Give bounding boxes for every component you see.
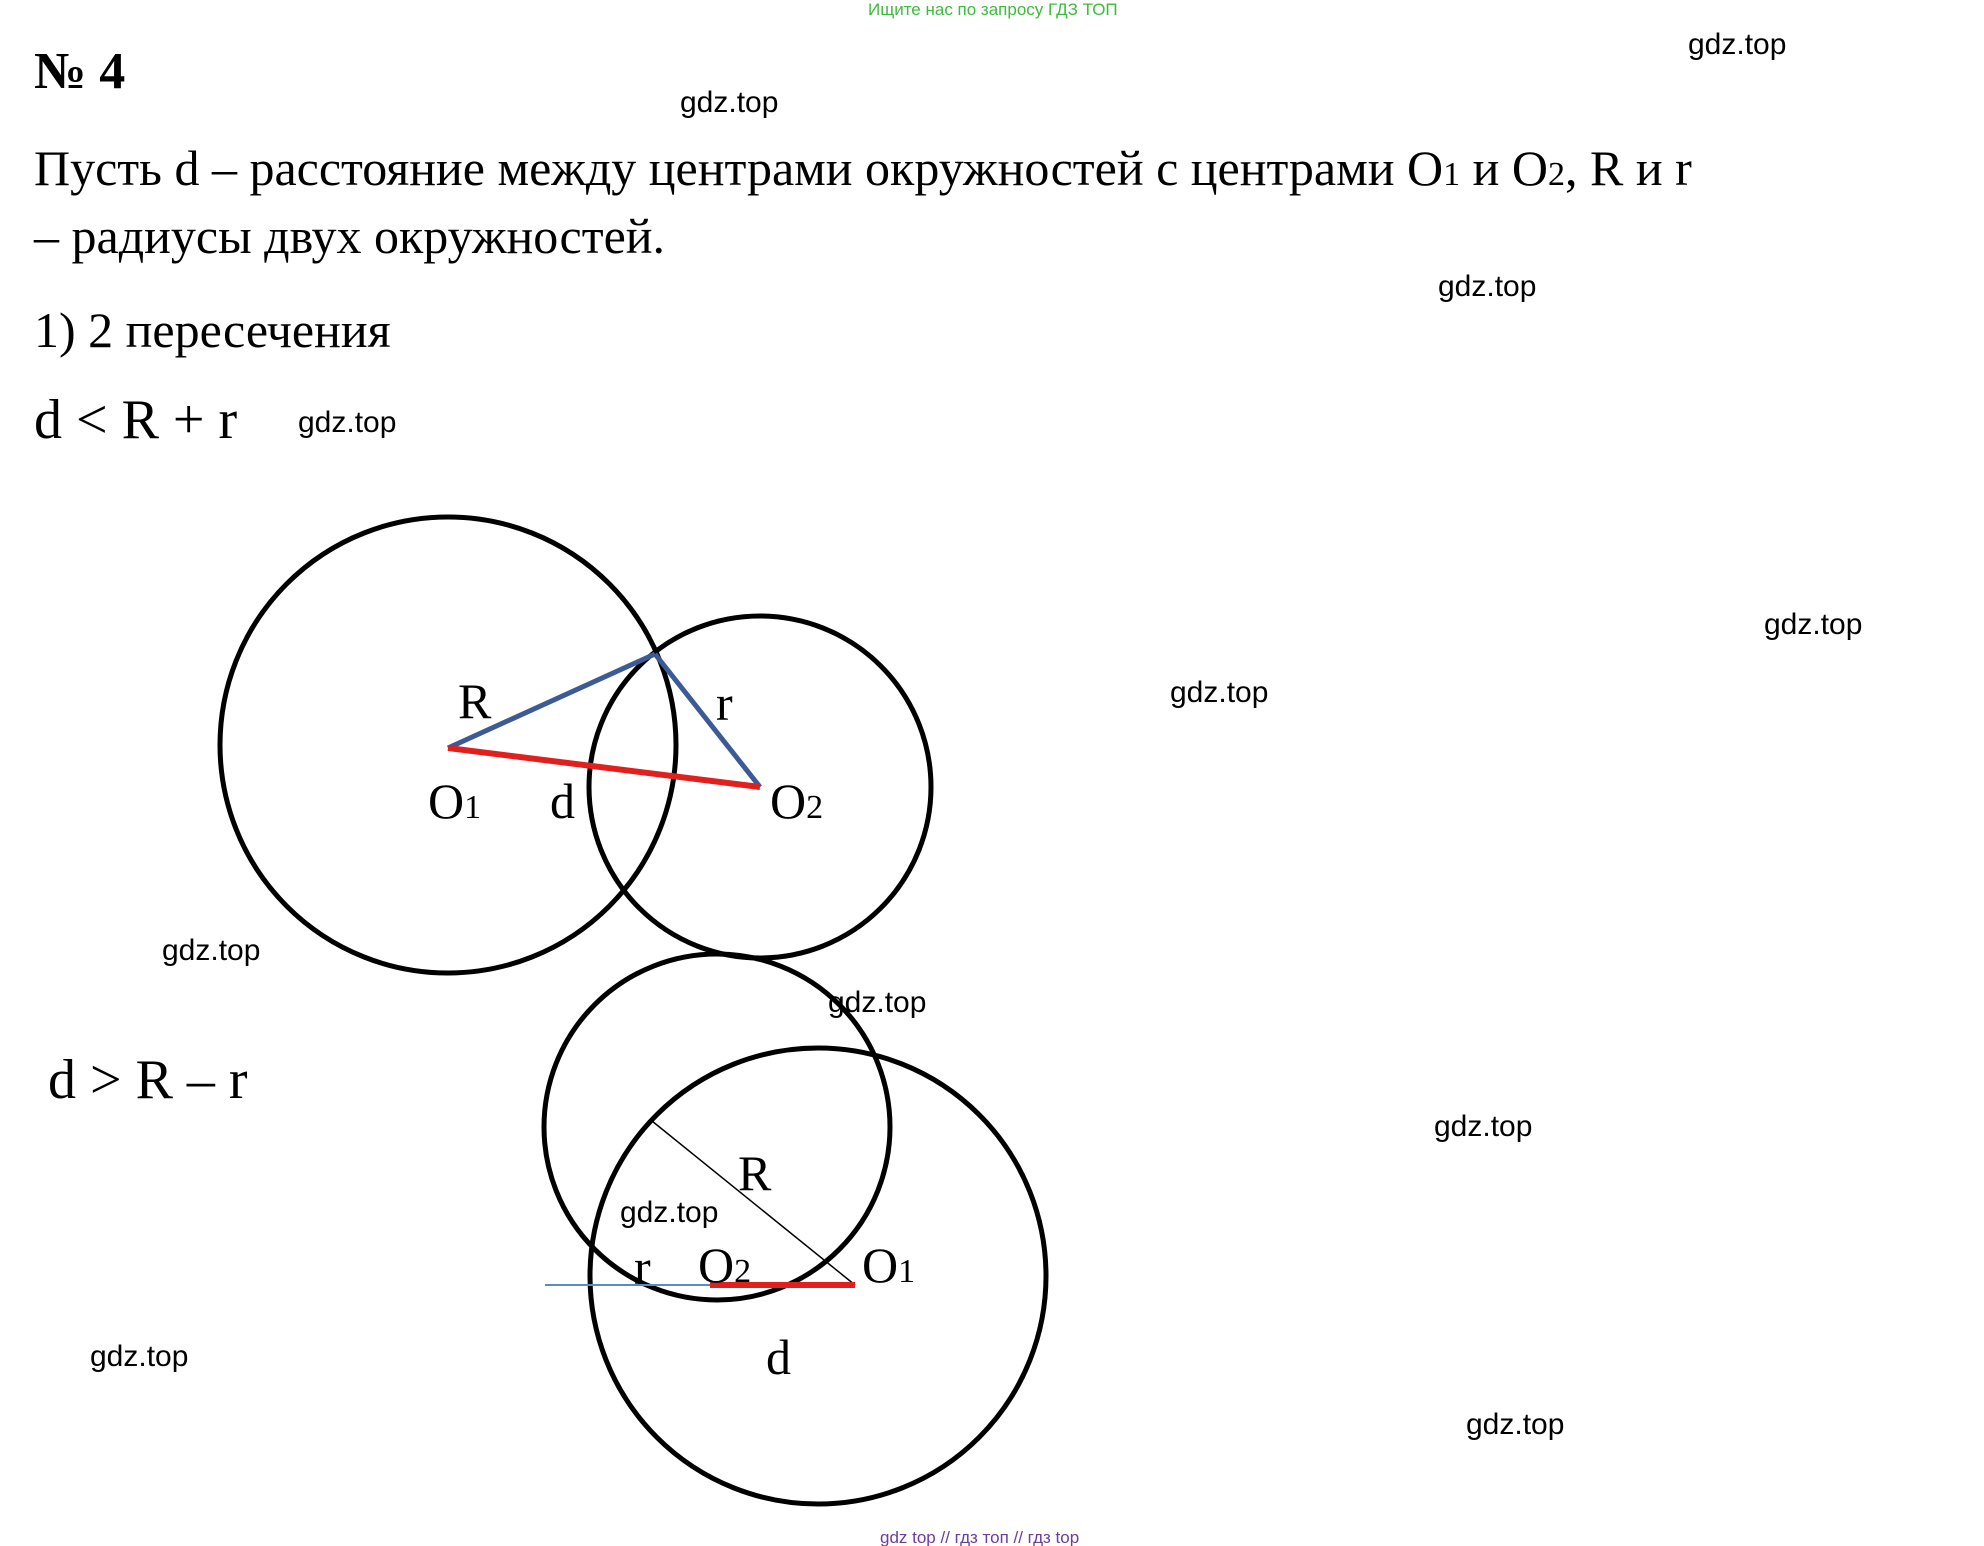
intro-text-b: и O — [1460, 140, 1549, 196]
fig2-label-d: d — [766, 1329, 791, 1385]
fig1-label-O2: O2 — [770, 773, 824, 829]
watermark: gdz.top — [298, 406, 397, 439]
watermark: gdz.top — [1466, 1408, 1565, 1441]
intro-sub-1: 1 — [1443, 156, 1461, 193]
intro-line-2: – радиусы двух окружностей. — [34, 208, 666, 264]
watermark: gdz.top — [1438, 270, 1537, 303]
watermark: gdz.top — [680, 86, 779, 119]
fig2-circle-O1 — [590, 1048, 1046, 1504]
fig1-radius-r — [655, 654, 760, 787]
watermark: gdz.top — [620, 1196, 719, 1229]
formula-sum: d < R + r — [34, 389, 238, 451]
fig1-label-O1: O1 — [428, 773, 482, 829]
fig1-label-R: R — [458, 673, 492, 729]
watermark: gdz.top — [1170, 676, 1269, 709]
fig2-label-O1: O1 — [862, 1237, 916, 1293]
watermark: gdz.top — [1434, 1110, 1533, 1143]
fig2-label-R: R — [738, 1145, 772, 1201]
bottom-note: gdz top // гдз топ // гдз top — [880, 1528, 1080, 1546]
fig2-label-O2: O2 — [698, 1237, 752, 1293]
intro-text-c: , R и r — [1565, 140, 1692, 196]
case-heading: 1) 2 пересечения — [34, 302, 391, 358]
watermark: gdz.top — [828, 986, 927, 1019]
top-search-note: Ищите нас по запросу ГДЗ ТОП — [868, 0, 1118, 19]
fig1-label-r: r — [716, 675, 733, 731]
formula-difference: d > R – r — [48, 1049, 248, 1111]
problem-number: № 4 — [34, 43, 126, 100]
intro-sub-2: 2 — [1548, 156, 1566, 193]
watermark: gdz.top — [1764, 608, 1863, 641]
fig2-label-r: r — [634, 1239, 651, 1295]
watermark: gdz.top — [90, 1340, 189, 1373]
watermark: gdz.top — [1688, 28, 1787, 61]
intro-text-a: Пусть d – расстояние между центрами окружностей с центрами O — [34, 140, 1444, 196]
fig1-label-d: d — [550, 773, 575, 829]
watermark: gdz.top — [162, 934, 261, 967]
fig1-distance-d — [448, 748, 760, 787]
fig1-circle-O1 — [220, 517, 676, 973]
